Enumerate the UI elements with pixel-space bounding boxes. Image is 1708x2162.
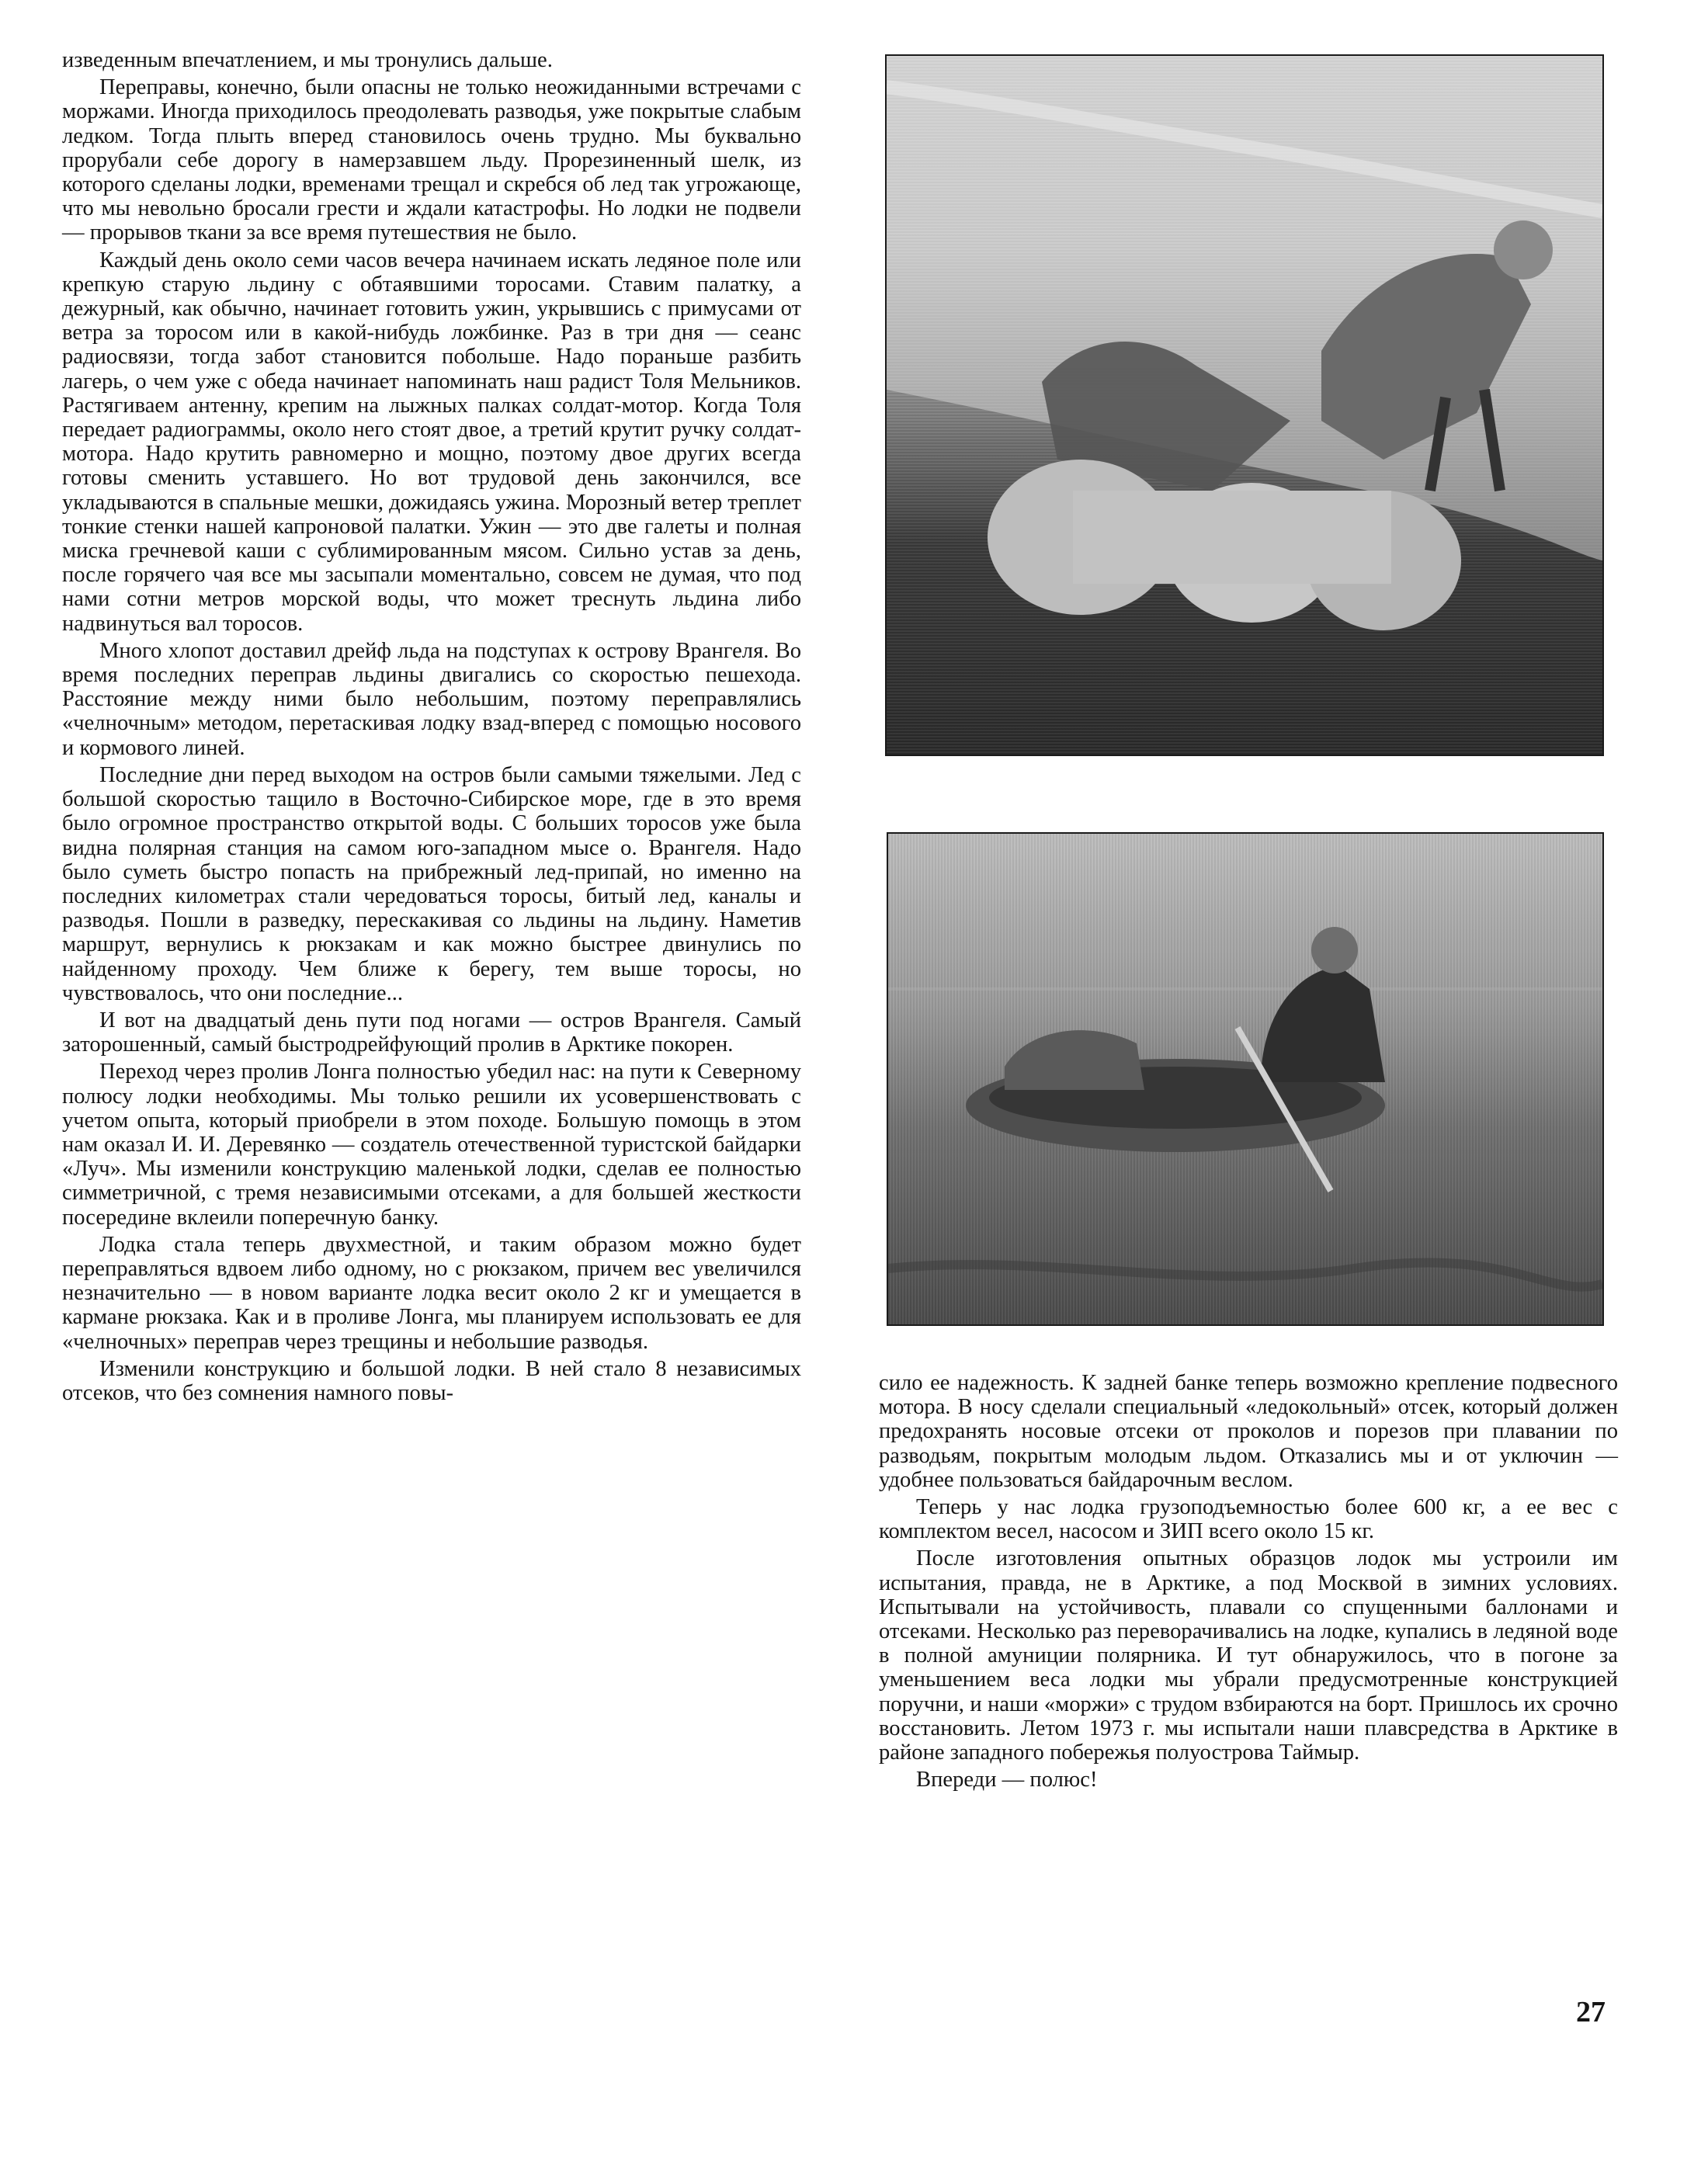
left-column-paragraph: И вот на двадцатый день пути под ногами — остров Врангеля. Самый заторошенный, самый быстродрейфующий пролив в Арктике покорен. xyxy=(62,1008,801,1057)
left-column-paragraph: Переход через пролив Лонга полностью убедил нас: на пути к Северному полюсу лодки необходимы. Мы только решили их усовершенствовать с учетом опыта, который приобрели в этом походе. Большую помощь в этом нам оказал И. И. Деревянко — создатель отечественной туристской байдарки «Луч». Мы изменили конструкцию маленькой лодки, сделав ее полностью симметричной, с тремя независимыми отсеками, а для большей жесткости посередине вклеили поперечную банку. xyxy=(62,1060,801,1230)
right-column-paragraph: После изготовления опытных образцов лодок мы устроили им испытания, правда, не в Арктике, а под Москвой в зимних условиях. Испытывали на устойчивость, плавали со спущенными баллонами и отсеками. Несколько раз переворачивались на лодке, купались в ледяной воде в полной амуниции полярника. И тут обнаружилось, что в погоне за уменьшением веса лодки мы убрали предусмотренные конструкцией поручни, и наши «моржи» с трудом взбираются на борт. Пришлось их срочно восстановить. Летом 1973 г. мы испытали наши плавсредства в Арктике в районе западного побережья полуострова Таймыр. xyxy=(879,1546,1618,1765)
right-column-paragraph: сило ее надежность. К задней банке теперь возможно крепление подвесного мотора. В носу сделали специальный «ледокольный» отсек, который должен предохранять носовые отсеки от проколов и порезов при плавании по разводьям, покрытым молодым льдом. Отказались мы и от уключин — удобнее пользоваться байдарочным веслом. xyxy=(879,1371,1618,1492)
left-column-paragraph: Каждый день около семи часов вечера начинаем искать ледяное поле или крепкую старую льдину с обтаявшими торосами. Ставим палатку, а дежурный, как обычно, начинает готовить ужин, укрывшись с примусами от ветра за торосом или в какой-нибудь ложбинке. Раз в три дня — сеанс радиосвязи, тогда забот становится побольше. Надо пораньше разбить лагерь, о чем уже с обеда начинает напоминать наш радист Толя Мельников. Растягиваем антенну, крепим на лыжных палках солдат-мотор. Когда Толя передает радиограммы, около него стоят двое, а третий крутит ручку солдат-мотора. Надо крутить равномерно и мощно, поэтому двое других всегда готовы сменить уставшего. Но вот трудовой день закончился, все укладываются в спальные мешки, дожидаясь ужина. Морозный ветер треплет тонкие стенки нашей капроновой палатки. Ужин — это две галеты и полная миска гречневой каши с сублимированным мясом. Сильно устав за день, после горячего чая все мы засыпали моментально, совсем не думая, что под нами сотни метров морской воды, что может треснуть льдина либо надвинуться вал торосов. xyxy=(62,248,801,636)
photo-top-illustration xyxy=(887,56,1602,755)
right-column-paragraph: Теперь у нас лодка грузоподъемностью более 600 кг, а ее вес с комплектом весел, насосом и ЗИП всего около 15 кг. xyxy=(879,1495,1618,1544)
page-number: 27 xyxy=(1576,1996,1606,2028)
left-column-paragraph: Последние дни перед выходом на остров были самыми тяжелыми. Лед с большой скоростью тащило в Восточно-Сибирское море, где в это время было огромное пространство открытой воды. С больших торосов уже была видна полярная станция на самом юго-западном мысе о. Врангеля. Надо было суметь быстро попасть на прибрежный лед-припай, но именно на последних километрах стали чередоваться торосы, битый лед, каналы и разводья. Пошли в разведку, перескакивая со льдины на льдину. Наметив маршрут, вернулись к рюкзакам и как можно быстрее двинулись по найденному проходу. Чем ближе к берегу, тем выше торосы, но чувствовалось, что они последние... xyxy=(62,762,801,1005)
left-column-paragraph: Переправы, конечно, были опасны не только неожиданными встречами с моржами. Иногда приходилось преодолевать разводья, уже покрытые слабым ледком. Тогда плыть вперед становилось очень трудно. Мы буквально прорубали себе дорогу в намерзавшем льду. Прорезиненный шелк, из которого сделаны лодки, временами трещал и скребся об лед так угрожающе, что мы невольно бросали грести и ждали катастрофы. Но лодки не подвели — прорывов ткани за все время путешествия не было. xyxy=(62,75,801,245)
photo-man-pulling-inflatable-boat xyxy=(885,54,1604,756)
photo-men-rowing-boat xyxy=(887,832,1604,1326)
left-text-column xyxy=(62,48,801,1408)
left-column-paragraph: Много хлопот доставил дрейф льда на подступах к острову Врангеля. Во время последних переправ льдины двигались со скоростью пешехода. Расстояние между ними было небольшим, поэтому переправлялись «челночным» методом, перетаскивая лодку взад-вперед с помощью носового и кормового линей. xyxy=(62,638,801,760)
left-column-paragraph: Лодка стала теперь двухместной, и таким образом можно будет переправляться вдвоем либо одному, но с рюкзаком, причем вес увеличился незначительно — в новом варианте лодка весит около 2 кг и умещается в кармане рюкзака. Как и в проливе Лонга, мы планируем использовать ее для «челночных» переправ через трещины и небольшие разводья. xyxy=(62,1232,801,1354)
photo-bottom-illustration xyxy=(888,834,1602,1324)
right-text-column xyxy=(879,1371,1618,1795)
right-column-paragraph: Впереди — полюс! xyxy=(916,1768,1098,1792)
left-column-paragraph: изведенным впечатлением, и мы тронулись дальше. xyxy=(62,48,553,72)
left-column-paragraph: Изменили конструкцию и большой лодки. В ней стало 8 независимых отсеков, что без сомнения намного повы- xyxy=(62,1356,801,1405)
